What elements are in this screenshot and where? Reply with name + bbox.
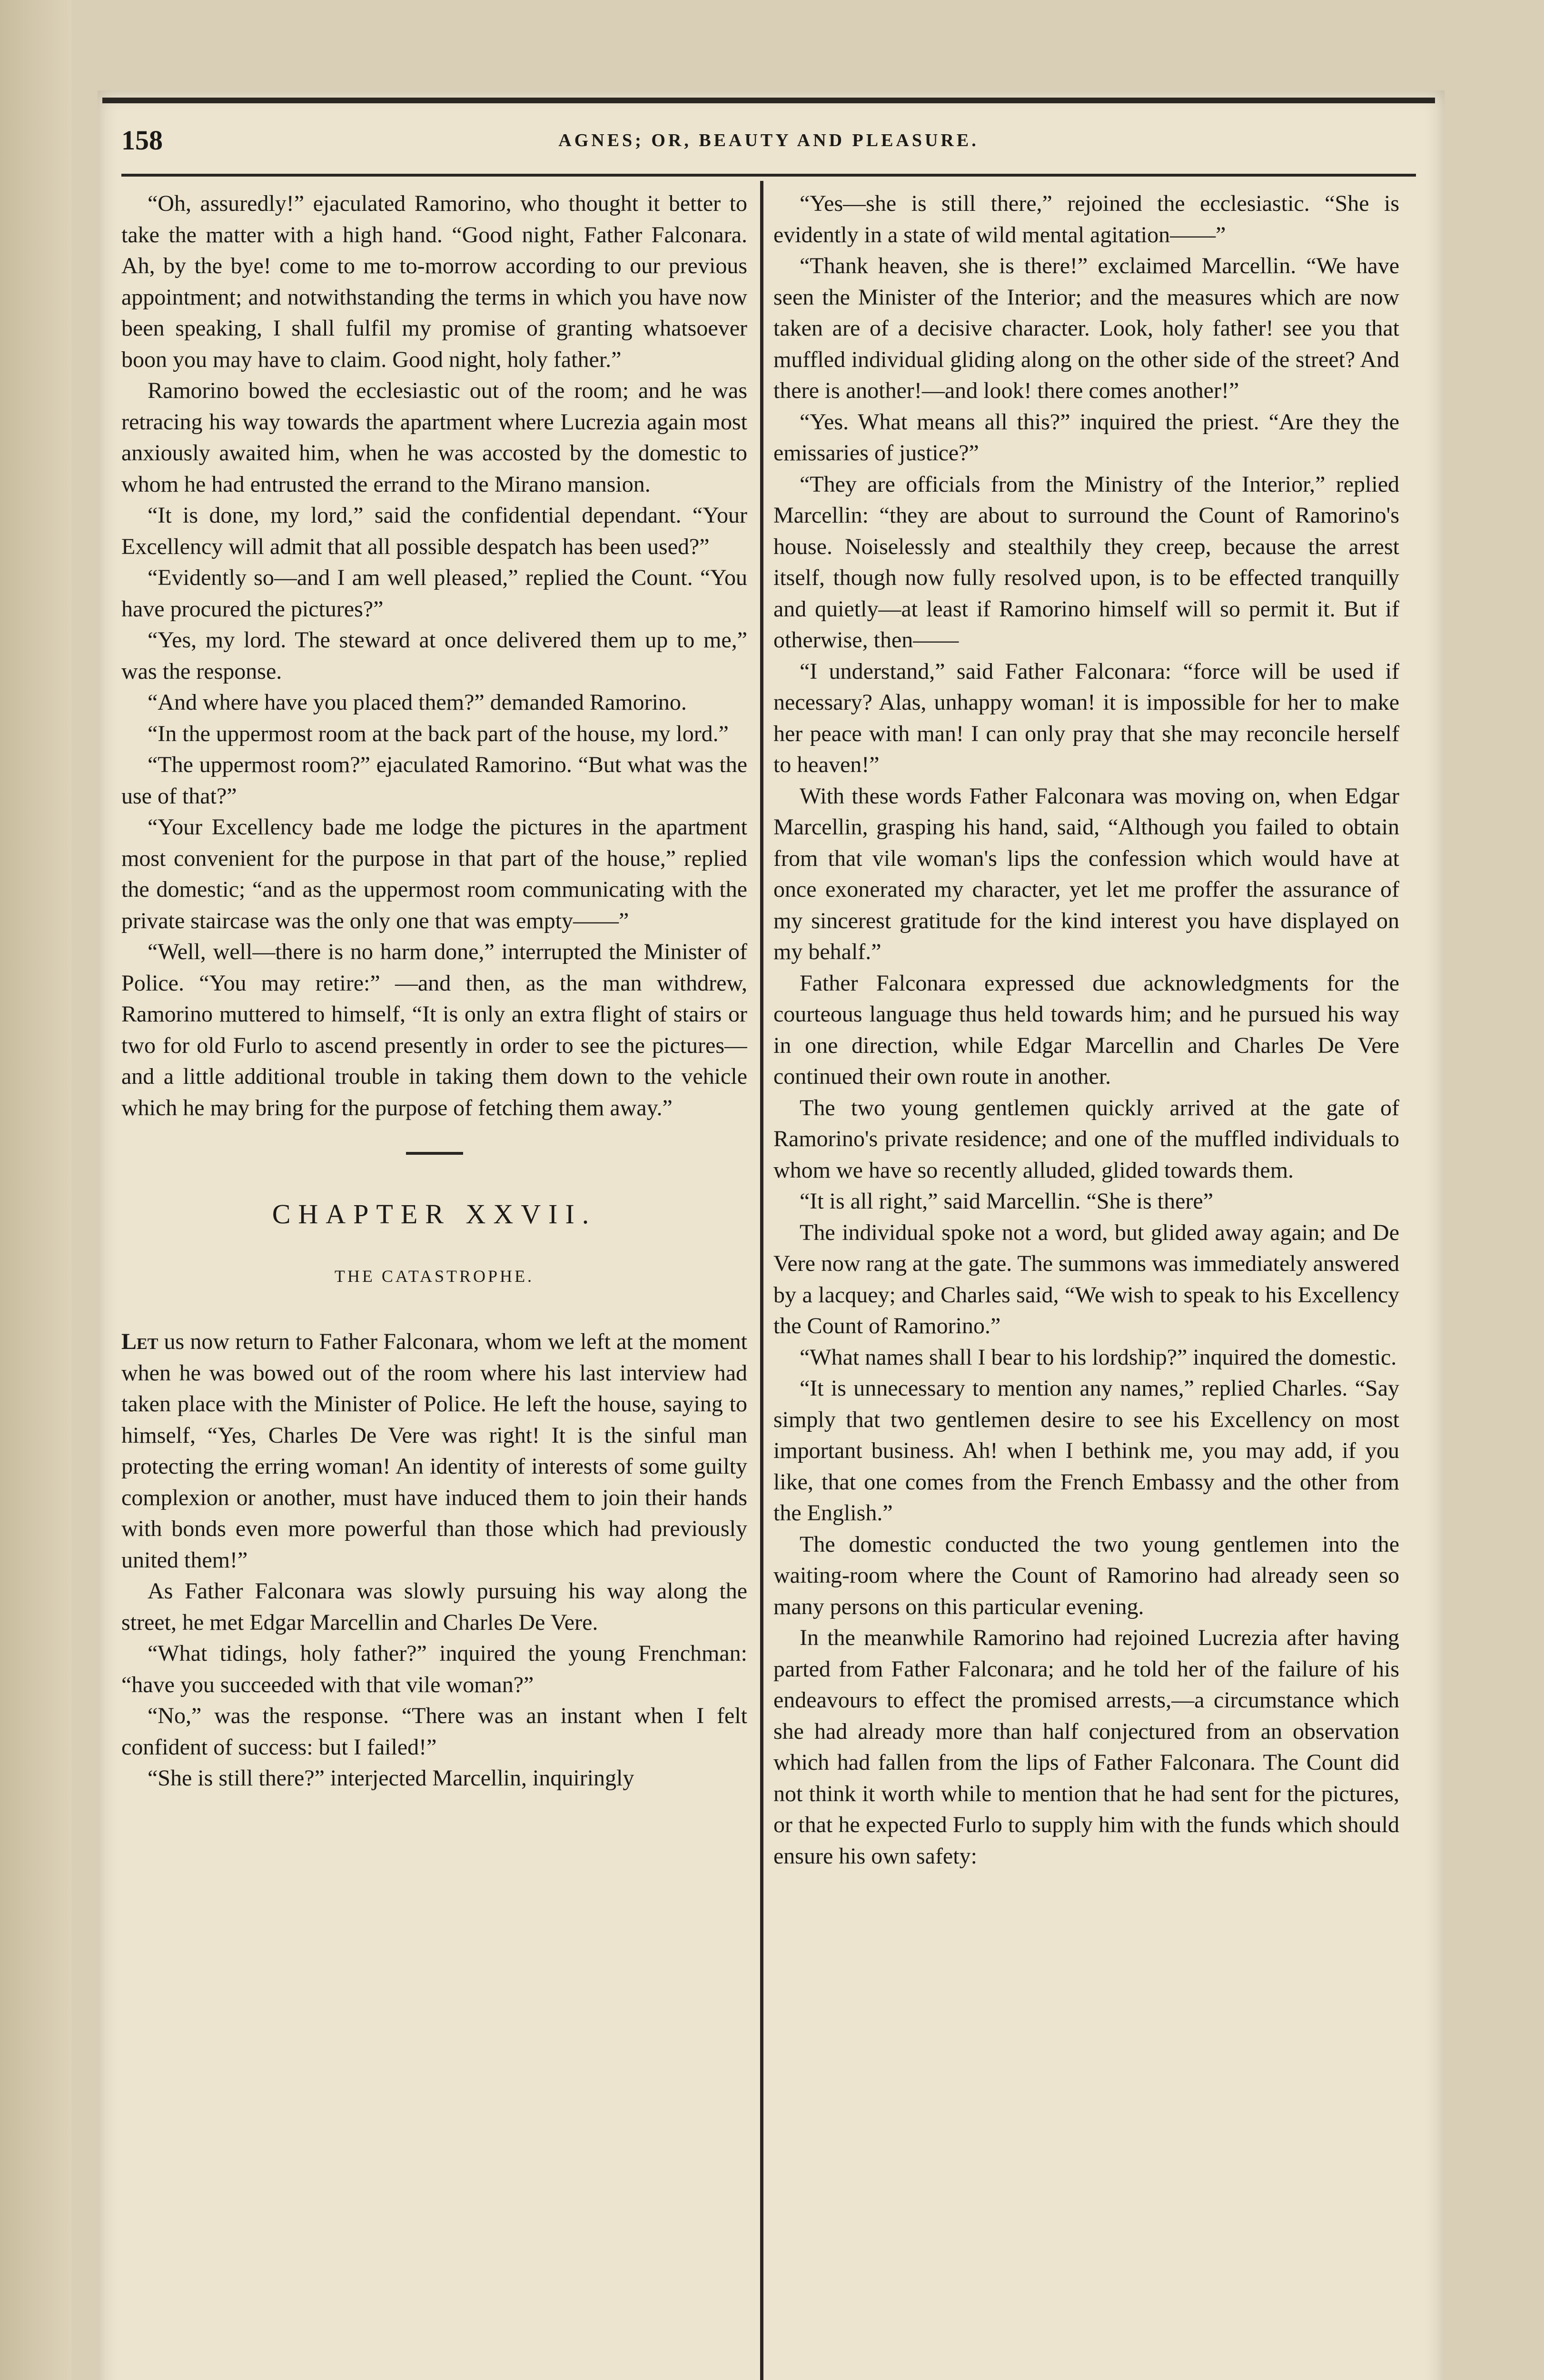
running-title: AGNES; OR, BEAUTY AND PLEASURE.	[558, 130, 979, 150]
chapter-lead-word: Let	[121, 1329, 158, 1354]
paragraph: With these words Father Falconara was moving on, when Edgar Marcellin, grasping his hand, said, “Although you failed to obtain from that vile woman's lips the confession which would have at once exonerated my character, yet let me proffer the assurance of my sincerest gratitude for the kind interest you have displayed on my behalf.”	[773, 783, 1399, 964]
paragraph: “And where have you placed them?” demanded Ramorino.	[148, 690, 687, 715]
paragraph: “It is all right,” said Marcellin. “She is there”	[800, 1189, 1214, 1214]
section-divider-rule	[406, 1152, 463, 1155]
paragraph: The individual spoke not a word, but glided away again; and De Vere now rang at the gate. The summons was immediately answered by a lacquey; and Charles said, “We wish to speak to his Excellency the Count of Ramorino.”	[773, 1220, 1399, 1339]
chapter-opening-text: us now return to Father Falconara, whom we left at the moment when he was bowed out of the room where his last interview had taken place with the Minister of Police. He left the house, saying to himself, “Yes, Charles De Vere was right! It is the sinful man protecting the erring woman! An identity of interests of some guilty complexion or another, must have induced them to join their hands with bonds even more powerful than those which had previously united them!”	[121, 1329, 747, 1573]
book-gutter-edge	[0, 0, 71, 2380]
paragraph: The domestic conducted the two young gentlemen into the waiting-room where the Count of Ramorino had already seen so many persons on this particular evening.	[773, 1531, 1399, 1619]
paragraph: Ramorino bowed the ecclesiastic out of the room; and he was retracing his way towards the apartment where Lucrezia again most anxiously awaited him, when he was accosted by the domestic to whom he had entrusted the errand to the Mirano mansion.	[121, 378, 747, 497]
paragraph: “Yes—she is still there,” rejoined the ecclesiastic. “She is evidently in a state of wild mental agitation——”	[773, 191, 1399, 248]
paragraph: “She is still there?” interjected Marcellin, inquiringly	[148, 1765, 634, 1791]
chapter-opening-paragraph	[121, 1326, 747, 1576]
paragraph: “The uppermost room?” ejaculated Ramorino. “But what was the use of that?”	[121, 752, 747, 809]
page-header	[121, 121, 1416, 164]
paragraph: “In the uppermost room at the back part of the house, my lord.”	[148, 721, 729, 746]
paragraph: “Well, well—there is no harm done,” interrupted the Minister of Police. “You may retire:” —and then, as the man withdrew, Ramorino muttered to himself, “It is only an extra flight of stairs or two for old Furlo to ascend presently in order to see the pictures—and a little additional trouble in taking them down to the vehicle which he may bring for the purpose of fetching them away.”	[121, 939, 747, 1121]
column-divider	[760, 181, 763, 2380]
paragraph: “Evidently so—and I am well pleased,” replied the Count. “You have procured the pictures?”	[121, 565, 747, 622]
left-column	[121, 188, 747, 2380]
paragraph: “It is unnecessary to mention any names,” replied Charles. “Say simply that two gentlemen desire to see his Excellency on most important business. Ah! when I bethink me, you may add, if you like, that one comes from the French Embassy and the other from the English.”	[773, 1376, 1399, 1526]
paragraph: “Your Excellency bade me lodge the pictures in the apartment most convenient for the purpose in that part of the house,” replied the domestic; “and as the uppermost room communicating with the private staircase was the only one that was empty——”	[121, 814, 747, 933]
paragraph: “Oh, assuredly!” ejaculated Ramorino, who thought it better to take the matter with a high hand. “Good night, Father Falconara. Ah, by the bye! come to me to-morrow according to our previous appointment; and notwithstanding the terms in which you have now been speaking, I shall fulfil my promise of granting whatsoever boon you may have to claim. Good night, holy father.”	[121, 191, 747, 372]
header-rule	[121, 174, 1416, 177]
paragraph: “What names shall I bear to his lordship?” inquired the domestic.	[800, 1344, 1397, 1370]
paragraph: “It is done, my lord,” said the confidential dependant. “Your Excellency will admit that all possible despatch has been used?”	[121, 503, 747, 559]
paragraph: “Yes, my lord. The steward at once delivered them up to me,” was the response.	[121, 627, 747, 684]
paragraph: Father Falconara expressed due acknowledgments for the courteous language thus held towards him; and he pursued his way in one direction, while Edgar Marcellin and Charles De Vere continued their own route in another.	[773, 970, 1399, 1089]
chapter-title: CHAPTER XXVII.	[272, 1199, 597, 1230]
paragraph: “No,” was the response. “There was an instant when I felt confident of success: but I failed!”	[121, 1703, 747, 1760]
paragraph: “What tidings, holy father?” inquired the young Frenchman: “have you succeeded with that vile woman?”	[121, 1641, 747, 1697]
paragraph: As Father Falconara was slowly pursuing his way along the street, he met Edgar Marcellin and Charles De Vere.	[121, 1578, 747, 1635]
chapter-subtitle: THE CATASTROPHE.	[334, 1267, 534, 1286]
right-column	[773, 188, 1399, 2380]
paragraph: The two young gentlemen quickly arrived at the gate of Ramorino's private residence; and one of the muffled individuals to whom we have so recently alluded, glided towards them.	[773, 1095, 1399, 1183]
page-number: 158	[121, 125, 163, 156]
top-border-rule	[102, 98, 1435, 103]
paragraph: “They are officials from the Ministry of the Interior,” replied Marcellin: “they are about to surround the Count of Ramorino's house. Noiselessly and stealthily they creep, because the arrest itself, though now fully resolved upon, is to be effected tranquilly and quietly—at least if Ramorino himself will so permit it. But if otherwise, then——	[773, 471, 1399, 653]
paragraph: “Thank heaven, she is there!” exclaimed Marcellin. “We have seen the Minister of the Interior; and the measures which are now taken are of a decisive character. Look, holy father! see you that muffled individual gliding along on the other side of the street? And there is another!—and look! there comes another!”	[773, 253, 1399, 403]
paragraph: “Yes. What means all this?” inquired the priest. “Are they the emissaries of justice?”	[773, 409, 1399, 466]
paragraph: In the meanwhile Ramorino had rejoined Lucrezia after having parted from Father Falconara; and he told her of the failure of his endeavours to effect the promised arrests,—a circumstance which she had already more than half conjectured from an observation which had fallen from the lips of Father Falconara. The Count did not think it worth while to mention that he had sent for the pictures, or that he expected Furlo to supply him with the funds which should ensure his own safety:	[773, 1625, 1399, 1869]
paragraph: “I understand,” said Father Falconara: “force will be used if necessary? Alas, unhappy woman! it is impossible for her to make her peace with man! I can only pray that she may reconcile herself to heaven!”	[773, 658, 1399, 777]
